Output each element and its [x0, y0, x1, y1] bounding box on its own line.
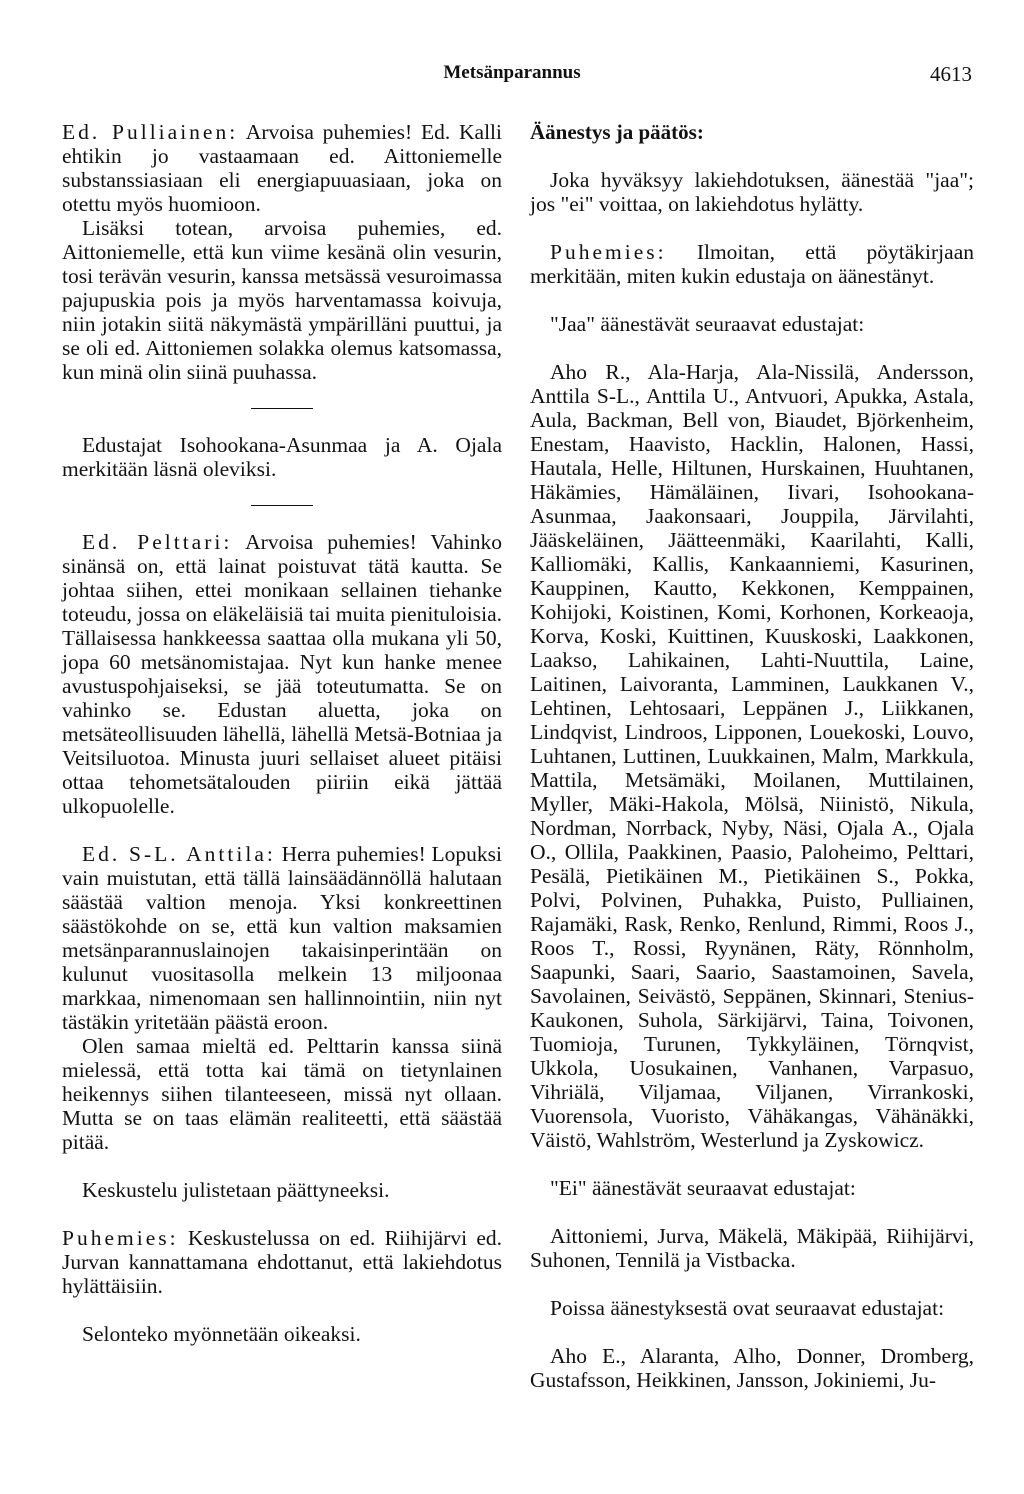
speech-paragraph: Lisäksi totean, arvoisa puhemies, ed. Aittoniemelle, että kun viime kesänä olin vesurin, tosi terävän vesurin, kanssa metsässä vesuroimassa pajupuskia pois ja myös harventamassa koivuja, niin jotakin siitä näkymästä ympärilläni puuttui, ja se oli ed. Aittoniemen solakka olemus katsomassa, kun minä olin siinä puuhassa.: [62, 216, 502, 384]
no-votes-label: "Ei" äänestävät seuraavat edustajat:: [550, 1176, 856, 1200]
divider: [251, 408, 313, 409]
speaker-name: Puhemies:: [550, 240, 667, 264]
discussion-closed-notice: Keskustelu julistetaan päättyneeksi.: [82, 1178, 390, 1202]
yes-votes-list: Aho R., Ala-Harja, Ala-Nissilä, Andersson, Anttila S-L., Anttila U., Antvuori, Apukka, Astala, Aula, Backman, Bell von, Biaudet, Björkenheim, Enestam, Haavisto, Hacklin, Halonen, Hassi, Hautala, Helle, Hiltunen, Hurskainen, Huuhtanen, Häkämies, Hämäläinen, Iivari, Isohookana-Asunmaa, Jaakonsaari, Jouppila, Järvilahti, Jääskeläinen, Jäätteenmäki, Kaarilahti, Kalli, Kalliomäki, Kallis, Kankaanniemi, Kasurinen, Kauppinen, Kautto, Kekkonen, Kemppainen, Kohijoki, Koistinen, Komi, Korhonen, Korkeaoja, Korva, Koski, Kuittinen, Kuuskoski, Laakkonen, Laakso, Lahikainen, Lahti-Nuuttila, Laine, Laitinen, Laivoranta, Lamminen, Laukkanen V., Lehtinen, Lehtosaari, Leppänen J., Liikkanen, Lindqvist, Lindroos, Lipponen, Louekoski, Louvo, Luhtanen, Luttinen, Luukkainen, Malm, Markkula, Mattila, Metsämäki, Moilanen, Muttilainen, Myller, Mäki-Hakola, Mölsä, Niinistö, Nikula, Nordman, Norrback, Nyby, Näsi, Ojala A., Ojala O., Ollila, Paakkinen, Paasio, Paloheimo, Pelttari, Pesälä, Pietikäinen M., Pietikäinen S., Pokka, Polvi, Polvinen, Puhakka, Puisto, Pulliainen, Rajamäki, Rask, Renko, Renlund, Rimmi, Roos J., Roos T., Rossi, Ryynänen, Räty, Rönnholm, Saapunki, Saari, Saario, Saastamoinen, Savela, Savolainen, Seivästö, Seppänen, Skinnari, Stenius-Kaukonen, Suhola, Särkijärvi, Taina, Toivonen, Tuomioja, Turunen, Tykkyläinen, Törnqvist, Ukkola, Uosukainen, Vanhanen, Varpasuo, Vihriälä, Viljamaa, Viljanen, Virrankoski, Vuorensola, Vuoristo, Vähäkangas, Vähänäkki, Väistö, Wahlström, Westerlund ja Zyskowicz.: [530, 360, 974, 1152]
page-number: 4613: [930, 62, 972, 86]
vote-instructions: Joka hyväksyy lakiehdotuksen, äänestää "jaa"; jos "ei" voittaa, on lakiehdotus hylätty.: [530, 168, 974, 216]
running-title: Metsänparannus: [443, 62, 581, 83]
report-approved-notice: Selonteko myönnetään oikeaksi.: [82, 1322, 361, 1346]
speaker-name: Ed. S-L. Anttila:: [82, 842, 276, 866]
speech-text: Keskustelussa on ed. Riihijärvi ed. Jurvan kannattamana ehdottanut, että lakiehdotus hylättäisiin.: [62, 1226, 502, 1298]
speech-anttila: [62, 842, 502, 1034]
speech-puhemies: [62, 1226, 502, 1298]
speaker-name: Ed. Pelttari:: [82, 530, 233, 554]
speech-text: Herra puhemies! Lopuksi vain muistutan, että tällä lainsäädännöllä halutaan säästää valtion menoja. Yksi konkreettinen säästökohde on se, että kun valtion maksamien metsänparannuslainojen takaisinperintään on kulunut vuositasolla melkein 13 miljoonaa markkaa, nimenomaan sen hallinnointiin, niin nyt tästäkin yritetään päästä eroon.: [62, 842, 502, 1034]
speech-paragraph: Olen samaa mieltä ed. Pelttarin kanssa siinä mielessä, että totta kai tämä on tietynlainen heikennys siihen tilanteeseen, missä nyt ollaan. Mutta se on taas elämän realiteetti, että säästää pitää.: [62, 1034, 502, 1154]
speech-text: Arvoisa puhemies! Ed. Kalli ehtikin jo vastaamaan ed. Aittoniemelle substanssiasiaan eli energiapuuasiaan, joka on otettu myös huomioon.: [62, 120, 502, 216]
right-column: [530, 120, 974, 1392]
yes-votes-label: "Jaa" äänestävät seuraavat edustajat:: [550, 312, 865, 336]
no-votes-list: Aittoniemi, Jurva, Mäkelä, Mäkipää, Riihijärvi, Suhonen, Tennilä ja Vistbacka.: [530, 1224, 974, 1272]
attendance-notice: Edustajat Isohookana-Asunmaa ja A. Ojala merkitään läsnä oleviksi.: [62, 433, 502, 481]
speech-puhemies-vote: [530, 240, 974, 288]
section-heading: Äänestys ja päätös:: [530, 120, 704, 144]
speaker-name: Puhemies:: [62, 1226, 179, 1250]
speech-pelttari: [62, 530, 502, 818]
absent-label: Poissa äänestyksestä ovat seuraavat edustajat:: [550, 1296, 945, 1320]
absent-list: Aho E., Alaranta, Alho, Donner, Dromberg, Gustafsson, Heikkinen, Jansson, Jokiniemi, Ju-: [530, 1344, 974, 1392]
speech-pulliainen: [62, 120, 502, 216]
speech-text: Ilmoitan, että pöytäkirjaan merkitään, miten kukin edustaja on äänestänyt.: [530, 240, 974, 288]
speaker-name: Ed. Pulliainen:: [62, 120, 239, 144]
speech-text: Arvoisa puhemies! Vahinko sinänsä on, että lainat poistuvat tätä kautta. Se johtaa siihen, ettei monikaan sellainen tiehanke toteudu, jossa on eläkeläisiä tai muita pienituloisia. Tällaisessa hankkeessa saattaa olla mukana yli 50, jopa 60 metsänomistajaa. Nyt kun hanke menee avustuspohjaiseksi, se jää toteutumatta. Se on vahinko se. Edustan aluetta, joka on metsäteollisuuden lähellä, lähellä Metsä-Botniaa ja Veitsiluotoa. Minusta juuri sellaiset alueet pitäisi ottaa tehometsätalouden piiriin eikä jättää ulkopuolelle.: [62, 530, 503, 818]
page-header: [0, 62, 1024, 90]
divider: [251, 505, 313, 506]
left-column: [62, 120, 502, 1346]
